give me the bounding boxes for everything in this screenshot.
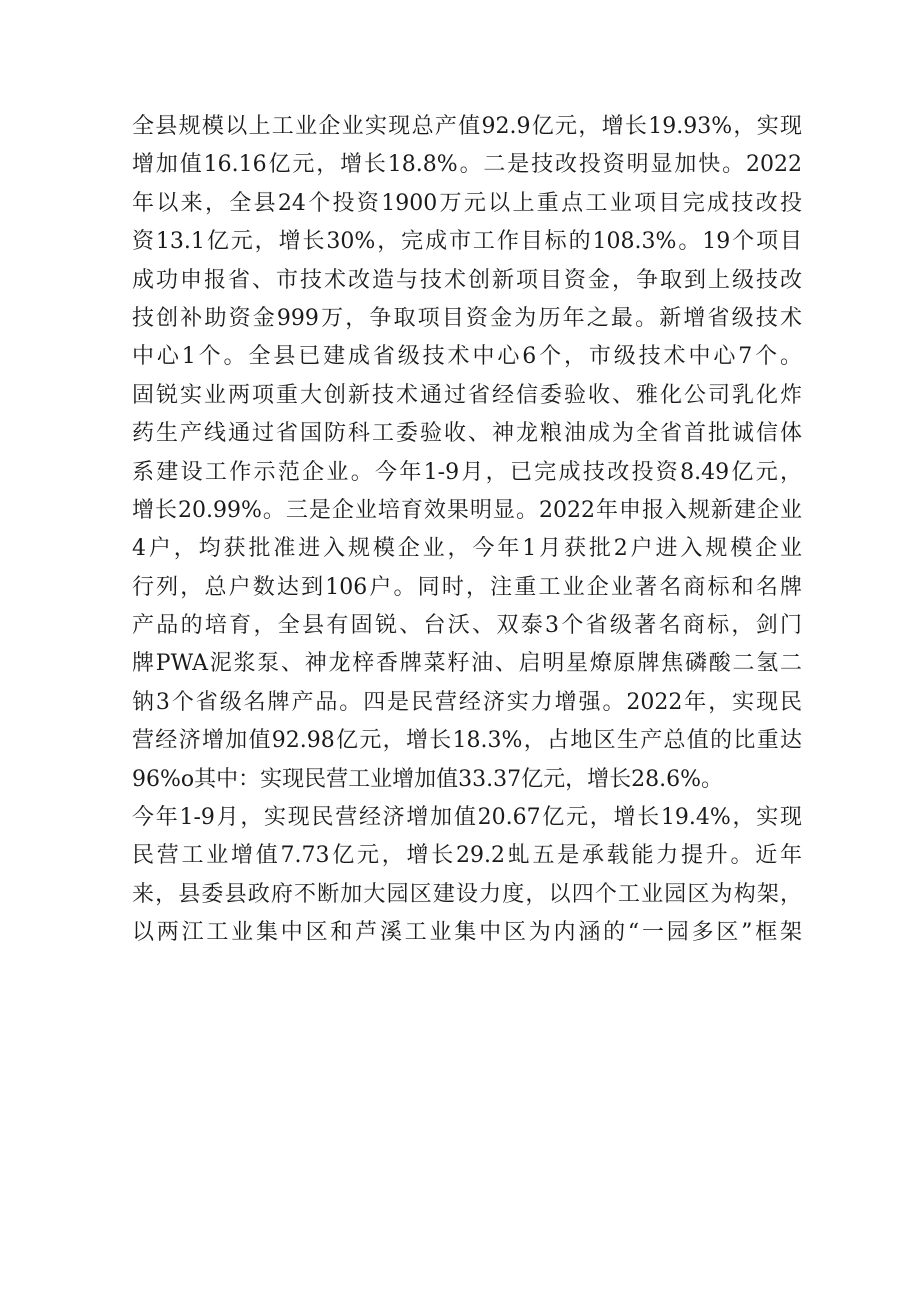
text-line: 增长20.99%。三是企业培育效果明显。2022年申报入规新建企业 bbox=[132, 497, 802, 523]
text-line: 4户，均获批准进入规模企业，今年1月获批2户进入规模企业 bbox=[132, 536, 802, 562]
text-line: 营经济增加值92.98亿元，增长18.3%，占地区生产总值的比重达 bbox=[132, 728, 802, 754]
text-line: 成功申报省、市技术改造与技术创新项目资金，争取到上级技改 bbox=[132, 267, 802, 293]
text-line: 今年1-9月，实现民营经济增加值20.67亿元，增长19.4%，实现 bbox=[132, 805, 802, 831]
text-line: 以两江工业集中区和芦溪工业集中区为内涵的“一园多区”框架 bbox=[132, 920, 802, 946]
text-line: 钠3个省级名牌产品。四是民营经济实力增强。2022年，实现民 bbox=[132, 689, 802, 715]
text-line: 全县规模以上工业企业实现总产值92.9亿元，增长19.93%，实现 bbox=[132, 114, 802, 139]
text-line: 来，县委县政府不断加大园区建设力度，以四个工业园区为构架， bbox=[132, 881, 802, 907]
text-line: 资13.1亿元，增长30%，完成市工作目标的108.3%。19个项目 bbox=[132, 229, 802, 255]
text-line: 牌PWA泥浆泵、神龙梓香牌菜籽油、启明星燎原牌焦磷酸二氢二 bbox=[132, 651, 802, 677]
body-text bbox=[132, 108, 802, 953]
text-line: 民营工业增值7.73亿元，增长29.2虬五是承载能力提升。近年 bbox=[132, 843, 802, 869]
text-line: 96%o其中：实现民营工业增加值33.37亿元，增长28.6%。 bbox=[132, 766, 724, 792]
text-line: 增加值16.16亿元，增长18.8%。二是技改投资明显加快。2022 bbox=[132, 152, 802, 178]
text-line: 中心1个。全县已建成省级技术中心6个，市级技术中心7个。 bbox=[132, 344, 802, 370]
text-line: 固锐实业两项重大创新技术通过省经信委验收、雅化公司乳化炸 bbox=[132, 382, 802, 408]
text-line: 系建设工作示范企业。今年1-9月，已完成技改投资8.49亿元， bbox=[132, 459, 802, 485]
text-line: 年以来，全县24个投资1900万元以上重点工业项目完成技改投 bbox=[132, 190, 802, 216]
text-line: 产品的培育，全县有固锐、台沃、双泰3个省级著名商标，剑门 bbox=[132, 613, 802, 639]
text-line: 行列，总户数达到106户。同时，注重工业企业著名商标和名牌 bbox=[132, 574, 802, 600]
text-line: 药生产线通过省国防科工委验收、神龙粮油成为全省首批诚信体 bbox=[132, 421, 802, 447]
text-line: 技创补助资金999万，争取项目资金为历年之最。新增省级技术 bbox=[132, 305, 802, 331]
